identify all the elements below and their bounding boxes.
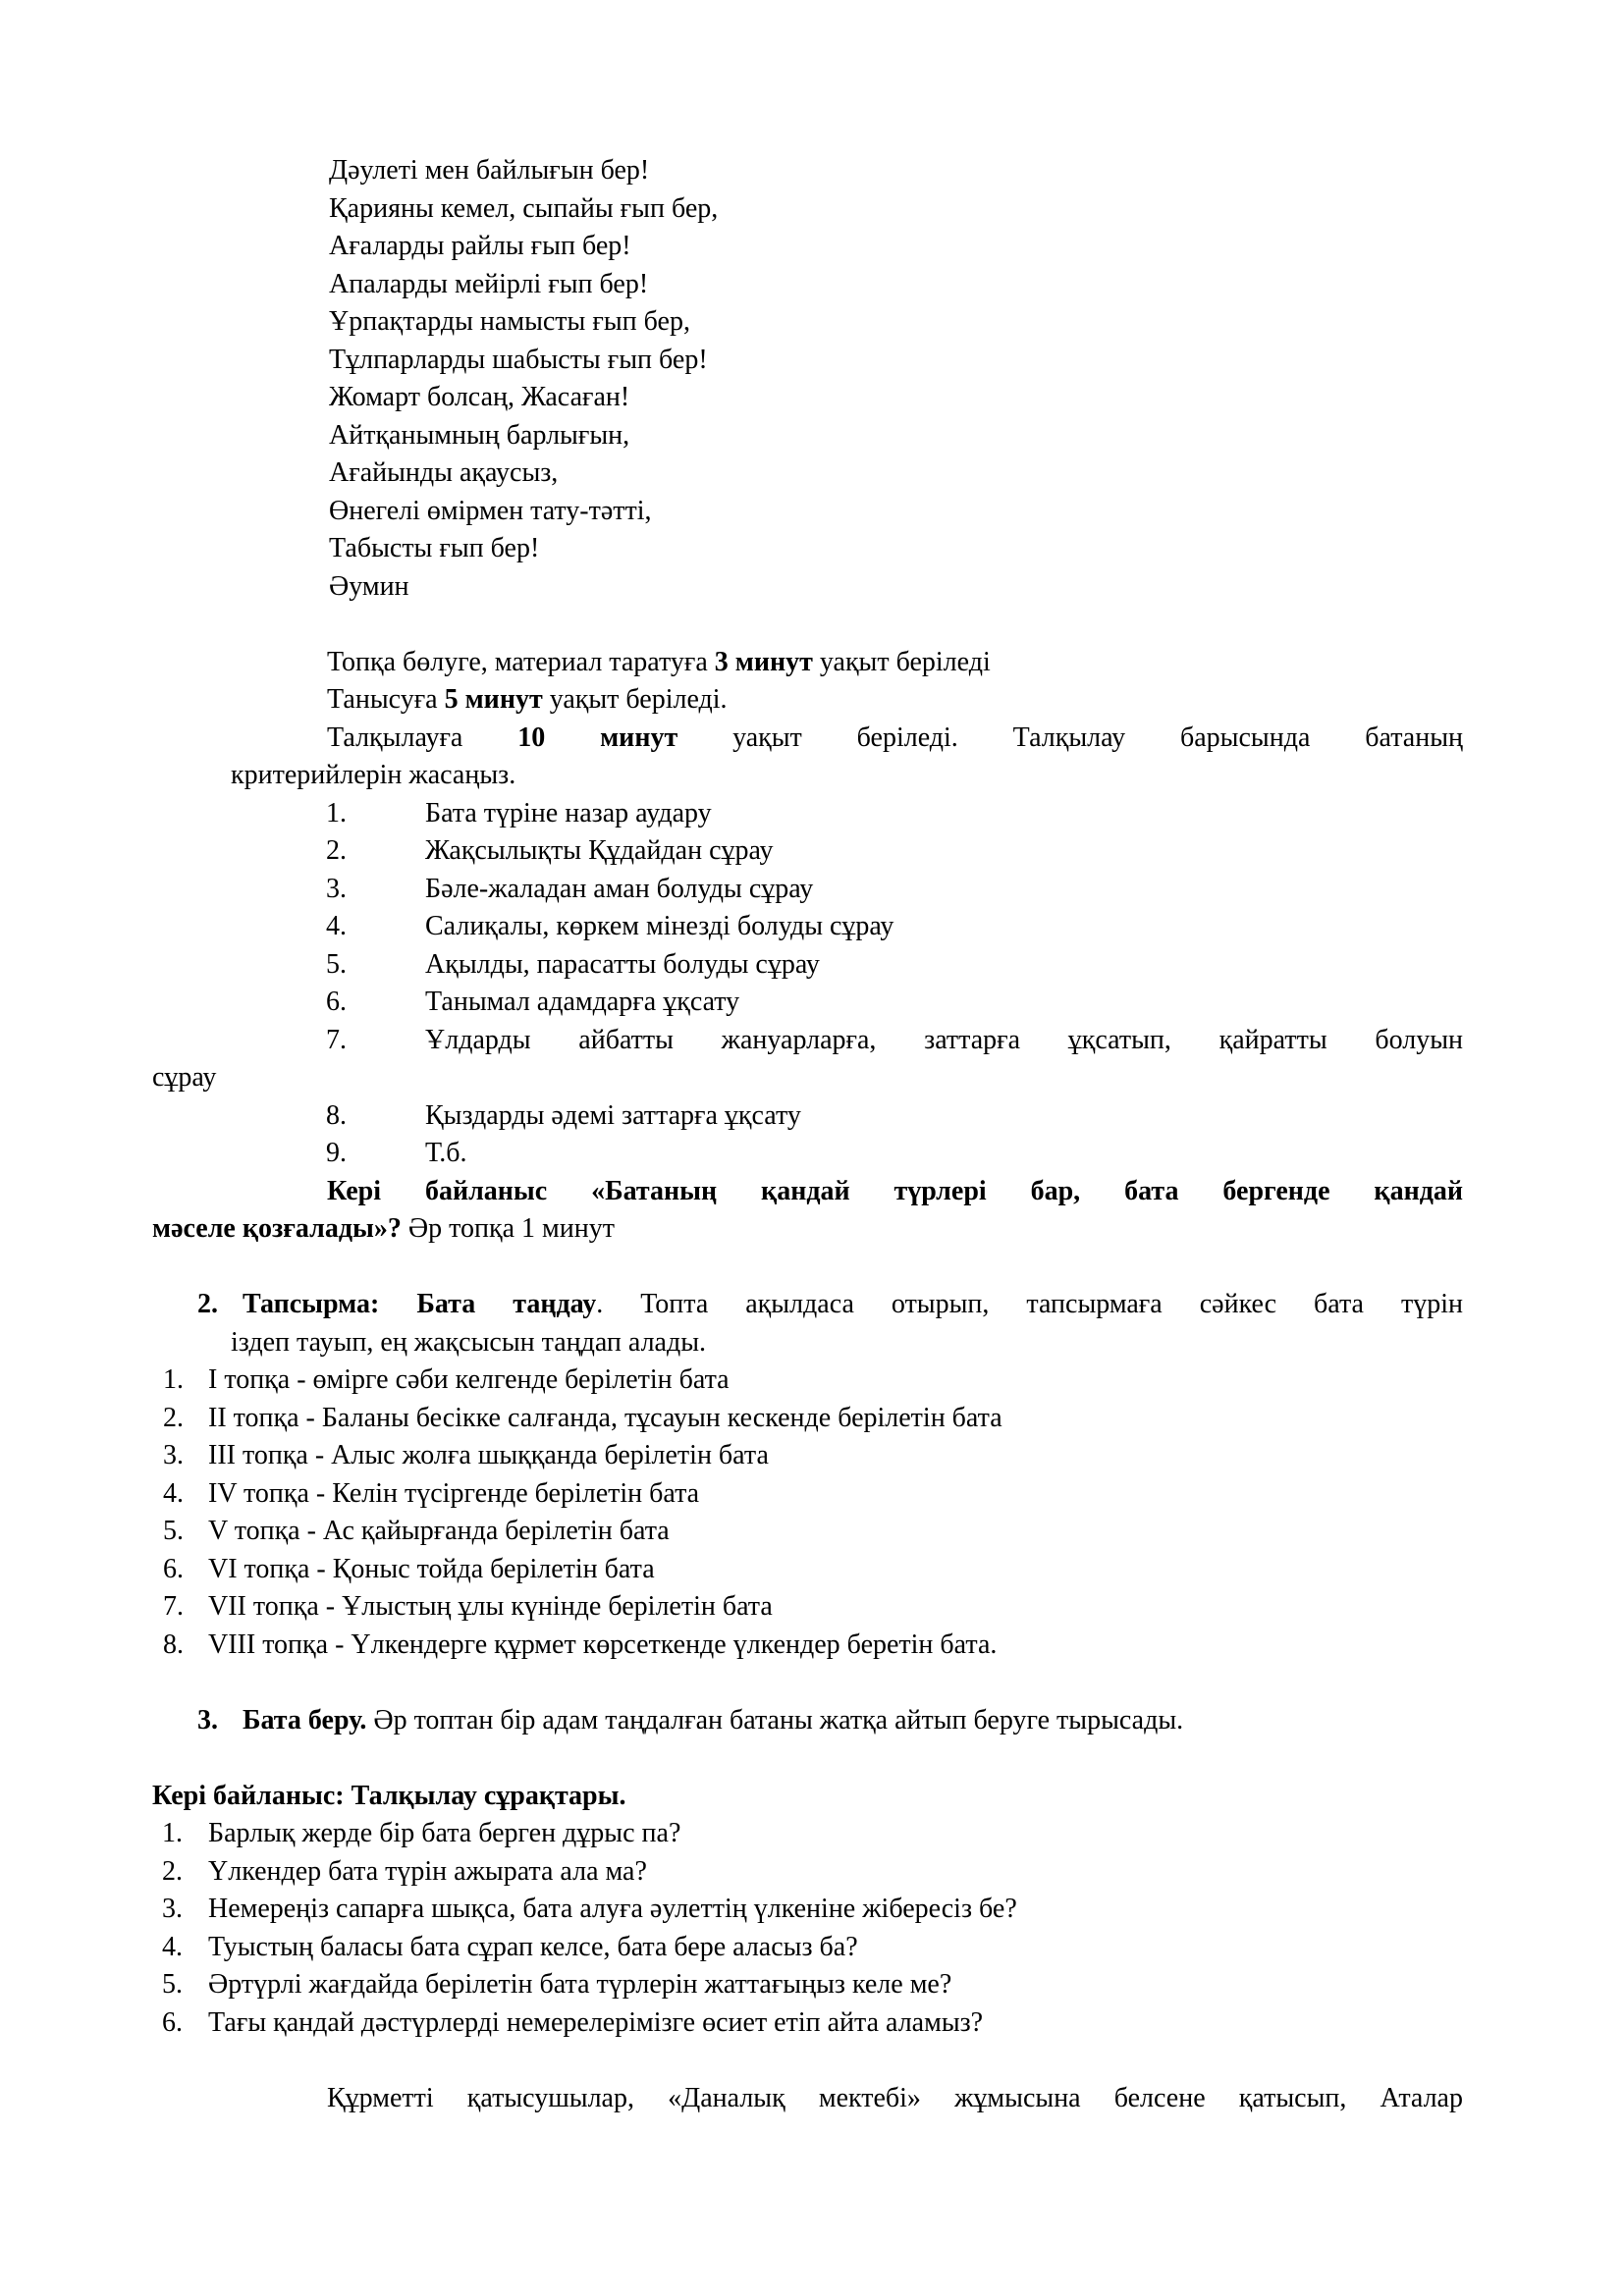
text-segment: Барлық жерде бір бата берген дұрыс па? <box>208 1818 681 1848</box>
text-line <box>231 757 1463 795</box>
text-segment: Немереңіз сапарға шықса, бата алуға әулеттің үлкеніне жібересіз бе? <box>208 1894 1017 1924</box>
text-segment: Тұлпарларды шабысты ғып бер! <box>329 344 708 375</box>
text-line <box>326 1135 1463 1173</box>
text-line <box>197 1702 1463 1740</box>
list-number: 7. <box>326 1024 347 1055</box>
text-line <box>329 493 1463 531</box>
text-segment: уақыт беріледі <box>812 646 991 677</box>
text-segment: Тапсырма: Бата таңдау <box>243 1289 597 1319</box>
text-line <box>162 1966 1463 2004</box>
text-line <box>163 1513 1463 1551</box>
text-line <box>326 832 1463 871</box>
text-segment: критерийлерін жасаңыз. <box>231 760 516 790</box>
text-segment: Салиқалы, көркем мінезді болуды сұрау <box>425 911 894 941</box>
text-segment: Кері байланыс «Батаның қандай түрлері бар, бата бергенде қандай <box>327 1175 1463 1206</box>
text-line <box>326 1097 1463 1136</box>
text-line <box>197 1286 1463 1324</box>
text-segment: уақыт беріледі. <box>542 684 728 715</box>
text-segment: Әр топтан бір адам таңдалған батаны жатқа айтып беруге тырысады. <box>366 1704 1184 1735</box>
list-number: 3. <box>163 1440 184 1470</box>
text-segment: Қарияны кемел, сыпайы ғып бер, <box>329 192 719 224</box>
text-segment: Айтқанымның барлығын, <box>329 419 630 451</box>
text-segment: . Топта ақылдаса отырып, тапсырмаға сәйкес бата түрін <box>596 1289 1463 1319</box>
text-segment: Бата түріне назар аудару <box>425 797 712 828</box>
list-number: 3. <box>197 1704 218 1735</box>
list-number: 9. <box>326 1138 347 1168</box>
list-number: 3. <box>326 873 347 904</box>
text-segment: I топқа - өмірге сәби келгенде берілетін бата <box>208 1364 730 1395</box>
text-segment: сұрау <box>152 1062 217 1093</box>
text-segment: Дәулеті мен байлығын бер! <box>329 155 650 186</box>
text-line <box>163 1627 1463 1665</box>
list-number: 6. <box>163 1553 184 1584</box>
text-line <box>327 2080 1463 2118</box>
text-line <box>329 379 1463 417</box>
text-line <box>327 720 1463 758</box>
text-line <box>329 266 1463 304</box>
text-segment: 3 минут <box>714 646 813 677</box>
text-line <box>162 1929 1463 1967</box>
text-segment: 10 минут <box>517 721 678 753</box>
text-line <box>162 2004 1463 2043</box>
text-segment: Топқа бөлуге, материал таратуға <box>327 646 715 677</box>
list-number: 8. <box>326 1099 347 1131</box>
text-line <box>162 1853 1463 1892</box>
text-segment: Құрметті қатысушылар, «Даналық мектебі» жұмысына белсене қатысып, Аталар <box>327 2082 1463 2113</box>
text-line <box>326 984 1463 1022</box>
text-segment: Туыстың баласы бата сұрап келсе, бата бере аласыз ба? <box>208 1931 858 1962</box>
text-segment: мәселе қозғалады»? <box>152 1213 402 1244</box>
text-segment: Ақылды, парасатты болуды сұрау <box>425 948 820 980</box>
text-line <box>329 530 1463 568</box>
text-line <box>163 1400 1463 1438</box>
text-segment: Бата беру. <box>243 1704 367 1735</box>
text-line <box>329 190 1463 229</box>
text-line <box>152 1059 1463 1097</box>
text-segment: іздеп тауып, ең жақсысын таңдап алады. <box>231 1326 707 1358</box>
text-segment: V топқа - Ас қайырғанда берілетін бата <box>208 1516 670 1546</box>
list-number: 8. <box>163 1629 184 1660</box>
text-segment: Жақсылықты Құдайдан сұрау <box>425 835 774 866</box>
list-number: 1. <box>162 1818 183 1848</box>
list-number: 5. <box>326 948 347 980</box>
text-segment: Т.б. <box>425 1138 467 1168</box>
text-line <box>327 644 1463 682</box>
text-segment: Табысты ғып бер! <box>329 533 540 563</box>
text-line <box>152 1778 1463 1816</box>
text-segment: Ағайынды ақаусыз, <box>329 457 559 488</box>
text-line <box>327 681 1463 720</box>
list-number: 1. <box>163 1364 184 1395</box>
text-line <box>329 228 1463 266</box>
text-segment: Кері байланыс: Талқылау сұрақтары. <box>152 1780 626 1811</box>
blank-line <box>152 1664 1463 1702</box>
text-line <box>327 1173 1463 1211</box>
blank-line <box>152 1739 1463 1778</box>
text-line <box>329 303 1463 342</box>
list-number: 6. <box>162 2006 183 2038</box>
text-line <box>152 1210 1463 1249</box>
text-segment: Ағаларды райлы ғып бер! <box>329 231 631 261</box>
text-segment: Талқылауға <box>327 721 518 753</box>
text-segment: Ұрпақтарды намысты ғып бер, <box>329 306 690 337</box>
text-segment: Өнегелі өмірмен тату-тәтті, <box>329 495 652 526</box>
text-segment: Әумин <box>329 570 409 602</box>
list-number: 3. <box>162 1894 183 1924</box>
list-number: 6. <box>326 987 347 1017</box>
list-number: 4. <box>326 911 347 941</box>
list-number: 2. <box>162 1855 183 1887</box>
text-line <box>326 1022 1463 1060</box>
text-segment: Танысуға <box>327 684 445 715</box>
list-number: 4. <box>163 1477 184 1509</box>
text-segment: Үлкендер бата түрін ажырата ала ма? <box>208 1855 647 1887</box>
text-line <box>329 454 1463 493</box>
text-segment: Тағы қандай дәстүрлерді немерелерімізге өсиет етіп айта аламыз? <box>208 2006 984 2038</box>
text-segment: 5 минут <box>444 684 543 715</box>
text-line <box>326 871 1463 909</box>
list-number: 2. <box>163 1402 184 1433</box>
blank-line <box>152 2042 1463 2080</box>
list-number: 2. <box>326 835 347 866</box>
text-segment: Әртүрлі жағдайда берілетін бата түрлерін жаттағыңыз келе ме? <box>208 1969 952 2000</box>
text-segment: VIII топқа - Үлкендерге құрмет көрсеткенде үлкендер беретін бата. <box>208 1629 998 1660</box>
text-line <box>162 1891 1463 1929</box>
text-segment: VI топқа - Қоныс тойда берілетін бата <box>208 1553 655 1584</box>
blank-line <box>152 606 1463 644</box>
blank-line <box>152 1249 1463 1287</box>
text-line <box>231 1324 1463 1362</box>
text-segment: Бәле-жаладан аман болуды сұрау <box>425 873 814 904</box>
text-line <box>329 342 1463 380</box>
text-line <box>163 1475 1463 1514</box>
text-segment: II топқа - Баланы бесікке салғанда, тұсауын кескенде берілетін бата <box>208 1402 1002 1433</box>
text-segment: III топқа - Алыс жолға шыққанда берілетін бата <box>208 1440 769 1470</box>
text-line <box>329 152 1463 190</box>
list-number: 5. <box>163 1516 184 1546</box>
text-line <box>326 908 1463 946</box>
text-segment: Апаларды мейірлі ғып бер! <box>329 268 649 299</box>
list-number: 4. <box>162 1931 183 1962</box>
text-segment: IV топқа - Келін түсіргенде берілетін бата <box>208 1477 700 1509</box>
text-segment: Әр топқа 1 минут <box>401 1213 615 1244</box>
text-line <box>163 1437 1463 1475</box>
text-line <box>329 417 1463 455</box>
list-number: 7. <box>163 1591 184 1622</box>
text-segment: Танымал адамдарға ұқсату <box>425 987 740 1017</box>
text-segment: Қыздарды әдемі заттарға ұқсату <box>425 1099 801 1131</box>
text-line <box>326 795 1463 833</box>
text-line <box>163 1551 1463 1589</box>
text-segment: Ұлдарды айбатты жануарларға, заттарға ұқсатып, қайратты болуын <box>425 1024 1463 1055</box>
text-segment: Жомарт болсаң, Жасаған! <box>329 382 630 412</box>
text-line <box>163 1362 1463 1400</box>
text-segment: VII топқа - Ұлыстың ұлы күнінде берілетін бата <box>208 1591 773 1622</box>
text-line <box>162 1815 1463 1853</box>
text-line <box>326 946 1463 985</box>
list-number: 1. <box>326 797 347 828</box>
list-number: 2. <box>197 1289 218 1319</box>
text-segment: уақыт беріледі. Талқылау барысында батаның <box>677 721 1463 753</box>
text-line <box>163 1588 1463 1627</box>
text-line <box>329 568 1463 607</box>
list-number: 5. <box>162 1969 183 2000</box>
